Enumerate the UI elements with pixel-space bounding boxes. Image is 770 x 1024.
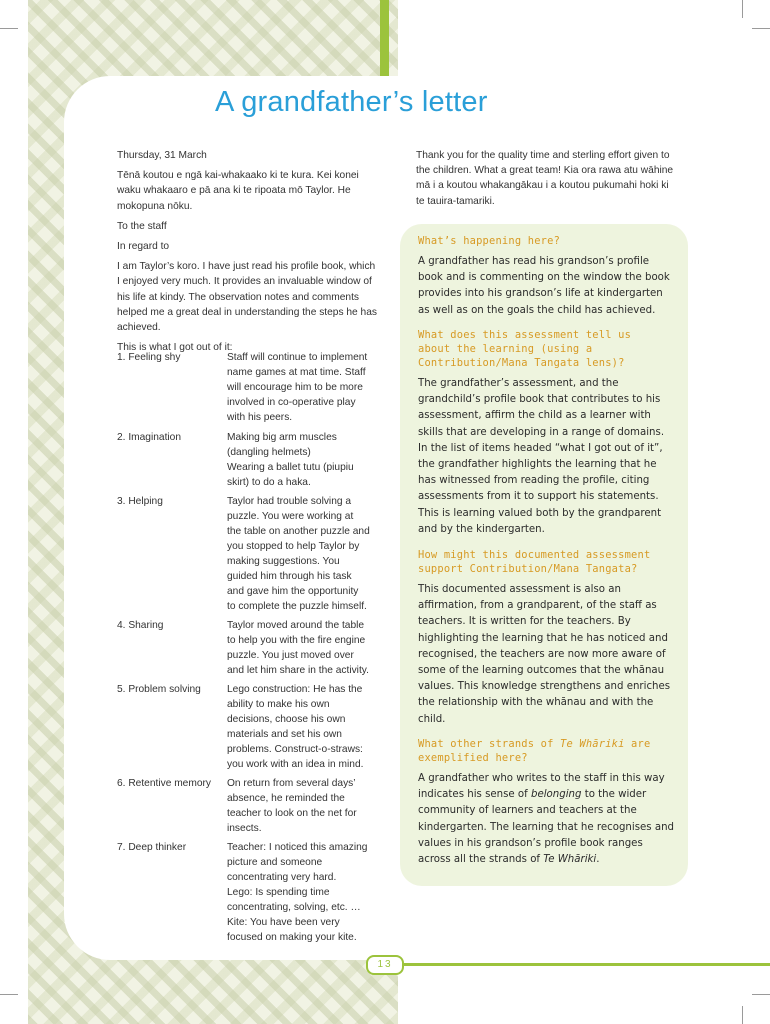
letter-list-intro: This is what I got out of it: [117,342,233,354]
letter-to: To the staff [117,220,167,232]
answer-text: A grandfather who writes to the staff in this way indicates his sense of belonging to the wider community of learners and teachers at the kindergarten. The learning that he recognises and values in his grandson’s profile book ranges across all the strands of Te Whāriki. [418,773,675,866]
letter-closing: Thank you for the quality time and sterling effort given to the children. What a great team! Kia ora rawa atu wāhine mā i a koutou whakangākau i a koutou pukumahi hoki ki te tauira-tamariki. [416,150,674,207]
item-label: 2. Imagination [117,432,181,443]
question-heading: What does this assessment tell us about the learning (using a Contribution/Mana Tangata lens)? [418,329,632,370]
item-text: Teacher: I noticed this amazing picture and someone concentrating very hard. Lego: Is spending time concentrating, solving, etc. … Kite: You have been very focused on making your kite. [227,842,368,943]
green-accent-bar [380,0,389,80]
letter-body: I am Taylor’s koro. I have just read his profile book, which I enjoyed very much. It provides an invaluable window of his life at kindy. The observation notes and comments helped me a great deal in understanding the steps he has achieved. [117,261,377,334]
letter-regard: In regard to [117,241,170,253]
crop-mark [752,28,770,29]
crop-mark [742,1006,743,1024]
letter-intro [117,148,379,360]
crop-mark [742,0,743,18]
answer-text: The grandfather’s assessment, and the grandchild’s profile book that contributes to his assessment, affirm the child as a learner with skills that are developing in a range of domains. In the list of items headed “what I got out of it”, the grandfather highlights the learning that he has witnessed from reading the profile, citing assessments from it to support his statements. This is learning valued both by the grandparent and by the kindergarten. [418,378,665,535]
item-label: 6. Retentive memory [117,778,211,789]
page-title: A grandfather’s letter [215,86,488,118]
item-text: Staff will continue to implement name games at mat time. Staff will encourage him to be more involved in co-operative play with his peers. [227,352,368,423]
item-label: 7. Deep thinker [117,842,187,853]
answer-text: This documented assessment is also an affirmation, from a grandparent, of the staff as teachers. It is written for the teachers. By highlighting the learning that he has noticed and recognised, the teachers are now more aware of some of the learning outcomes that the whānau values. This knowledge strengthens and enriches the relationship with the whānau and with the child. [418,584,671,725]
item-label: 3. Helping [117,496,163,507]
answer-text: A grandfather has read his grandson’s profile book and is commenting on the window the book provides into his grandson’s life at kindergarten as well as on the goals the child has achieved. [418,256,670,316]
item-label: 1. Feeling shy [117,352,181,363]
item-text: On return from several days’ absence, he reminded the teacher to look on the net for insects. [227,778,357,834]
item-text: Taylor had trouble solving a puzzle. You were working at the table on another puzzle and you stopped to help Taylor by making suggestions. You guided him through his task and gave him the opportunity to complete the puzzle himself. [227,496,370,612]
item-text: Taylor moved around the table to help you with the fire engine puzzle. You just moved over and let him share in the activity. [227,620,369,676]
letter-date: Thursday, 31 March [117,150,207,161]
page-number: 13 [366,955,404,975]
item-label: 5. Problem solving [117,684,201,695]
crop-mark [0,28,18,29]
item-label: 4. Sharing [117,620,164,631]
crop-mark [752,994,770,995]
footer-rule [400,963,770,966]
item-text: Making big arm muscles (dangling helmets) Wearing a ballet tutu (piupiu skirt) to do a haka. [227,432,354,488]
question-heading: How might this documented assessment support Contribution/Mana Tangata? [418,549,651,576]
letter-greeting: Tēnā koutou e ngā kai-whakaako ki te kura. Kei konei waku whakaaro e pā ana ki te ripoata mō Taylor. He mokopuna nōku. [117,170,359,212]
question-heading: What other strands of Te Whāriki are exemplified here? [418,738,651,765]
question-heading: What’s happening here? [418,235,561,247]
crop-mark [0,994,18,995]
item-text: Lego construction: He has the ability to make his own decisions, choose his own materials and set his own problems. Construct-o-straws: you work with an idea in mind. [227,684,364,770]
